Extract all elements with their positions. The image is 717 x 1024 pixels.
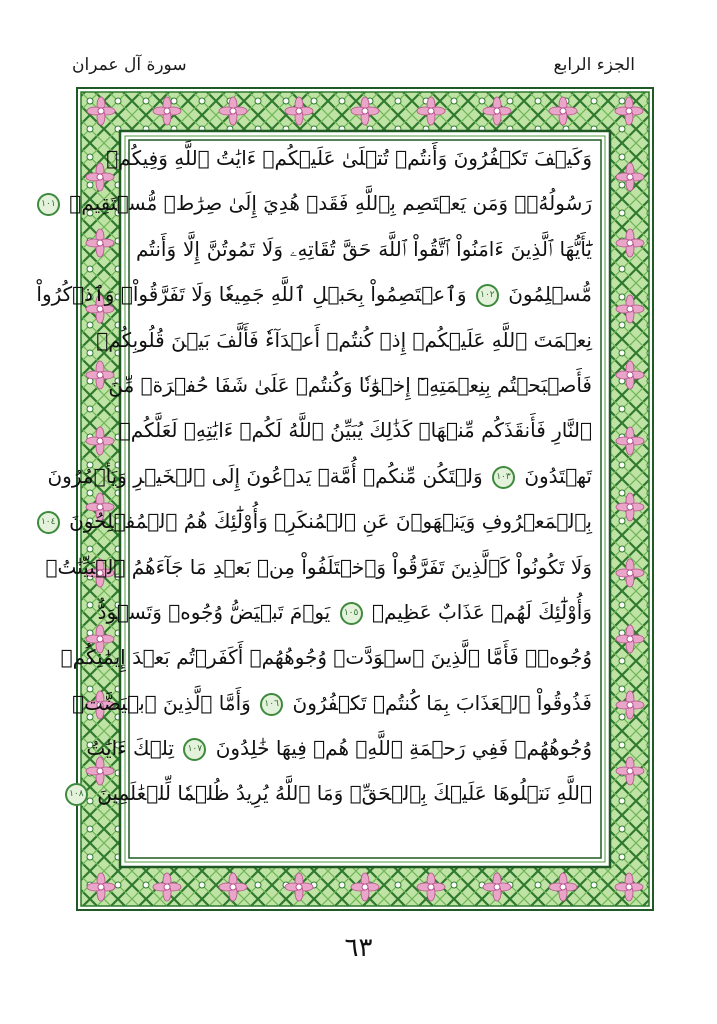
- verse-text: بِٱلۡمَعۡرُوفِ وَيَنۡهَوۡنَ عَنِ ٱلۡمُنكَرِۚ وَأُوْلَٰٓئِكَ هُمُ ٱلۡمُفۡلِحُونَ: [69, 509, 592, 534]
- text-line: [60, 635, 592, 680]
- verse-text: وَلَا تَكُونُواْ كَٱلَّذِينَ تَفَرَّقُواْ وَٱخۡتَلَفُواْ مِنۢ بَعۡدِ مَا جَآءَهُمُ ٱلۡبَيِّنَٰتُۚ: [45, 554, 592, 579]
- verse-text: يَٰٓأَيُّهَا ٱلَّذِينَ ءَامَنُواْ ٱتَّقُواْ ٱللَّهَ حَقَّ تُقَاتِهِۦ وَلَا تَمُوتُنَّ إِلَّا وَأَنتُم: [136, 236, 592, 261]
- text-line: [72, 681, 592, 726]
- verse-text: تَهۡتَدُونَ: [524, 463, 592, 488]
- verse-text: ٱللَّهِ نَتۡلُوهَا عَلَيۡكَ بِٱلۡحَقِّۗ وَمَا ٱللَّهُ يُرِيدُ ظُلۡمٗا لِّلۡعَٰلَمِينَ: [97, 781, 592, 806]
- verse-text: نِعۡمَتَ ٱللَّهِ عَلَيۡكُمۡ إِذۡ كُنتُمۡ أَعۡدَآءٗ فَأَلَّفَ بَيۡنَ قُلُوبِكُمۡ: [96, 327, 592, 352]
- verse-text: وُجُوهُهُمۡ فَفِي رَحۡمَةِ ٱللَّهِۖ هُمۡ فِيهَا خَٰلِدُونَ: [215, 736, 592, 761]
- text-line: [36, 272, 592, 317]
- ayah-number-marker: ١٠١: [37, 193, 60, 216]
- text-line: [40, 499, 592, 544]
- surah-header: سورة آل عمران: [72, 55, 187, 75]
- page-number: ٦٣: [344, 933, 373, 963]
- verse-text: وَأَمَّا ٱلَّذِينَ ٱبۡيَضَّتۡ: [72, 690, 251, 715]
- ayah-number-marker: ١٠٤: [37, 511, 60, 534]
- verse-text: يَوۡمَ تَبۡيَضُّ وُجُوهٞ وَتَسۡوَدُّ: [97, 599, 331, 624]
- ayah-number-marker: ١٠٣: [492, 466, 515, 489]
- ayah-number-marker: ١٠٥: [340, 602, 363, 625]
- text-line: [69, 771, 592, 816]
- verse-text: تِلۡكَ ءَايَٰتُ: [86, 736, 174, 761]
- verse-text: وَكَيۡفَ تَكۡفُرُونَ وَأَنتُمۡ تُتۡلَىٰ عَلَيۡكُمۡ ءَايَٰتُ ٱللَّهِ وَفِيكُمۡ: [106, 146, 592, 170]
- text-line: [47, 454, 592, 499]
- quran-text-block: [36, 136, 592, 863]
- text-line: [136, 227, 592, 272]
- text-line: [96, 318, 592, 363]
- ayah-number-marker: ١٠٨: [65, 783, 88, 806]
- verse-text: رَسُولُهُۥۗ وَمَن يَعۡتَصِم بِٱللَّهِ فَقَدۡ هُدِيَ إِلَىٰ صِرَٰطٖ مُّسۡتَقِيمٖ: [69, 191, 592, 216]
- text-line: [45, 545, 592, 590]
- text-line: [118, 408, 592, 453]
- text-line: [106, 136, 592, 181]
- verse-text: وَٱعۡتَصِمُواْ بِحَبۡلِ ٱللَّهِ جَمِيعٗا وَلَا تَفَرَّقُواْۚ وَٱذۡكُرُواْ: [36, 282, 467, 307]
- verse-text: فَأَصۡبَحۡتُم بِنِعۡمَتِهِۦٓ إِخۡوَٰنٗا وَكُنتُمۡ عَلَىٰ شَفَا حُفۡرَةٖ مِّنَ: [108, 372, 592, 397]
- text-line: [41, 181, 592, 226]
- text-line: [86, 726, 592, 771]
- verse-text: وَأُوْلَٰٓئِكَ لَهُمۡ عَذَابٌ عَظِيمٞ: [371, 599, 592, 624]
- verse-text: مُّسۡلِمُونَ: [508, 282, 592, 307]
- ayah-number-marker: ١٠٦: [260, 693, 283, 716]
- verse-text: وُجُوهٞۚ فَأَمَّا ٱلَّذِينَ ٱسۡوَدَّتۡ وُجُوهُهُمۡ أَكَفَرۡتُم بَعۡدَ إِيمَٰنِكُمۡ: [60, 645, 592, 670]
- ayah-number-marker: ١٠٢: [476, 284, 499, 307]
- verse-text: فَذُوقُواْ ٱلۡعَذَابَ بِمَا كُنتُمۡ تَكۡفُرُونَ: [292, 690, 592, 715]
- verse-text: وَلۡتَكُن مِّنكُمۡ أُمَّةٞ يَدۡعُونَ إِلَى ٱلۡخَيۡرِ وَيَأۡمُرُونَ: [47, 463, 483, 488]
- text-line: [108, 363, 592, 408]
- juz-header: الجزء الرابع: [553, 55, 635, 75]
- text-line: [97, 590, 592, 635]
- verse-text: ٱلنَّارِ فَأَنقَذَكُم مِّنۡهَاۗ كَذَٰلِكَ يُبَيِّنُ ٱللَّهُ لَكُمۡ ءَايَٰتِهِۦ لَعَلَّكُمۡ: [118, 418, 592, 443]
- ayah-number-marker: ١٠٧: [183, 738, 206, 761]
